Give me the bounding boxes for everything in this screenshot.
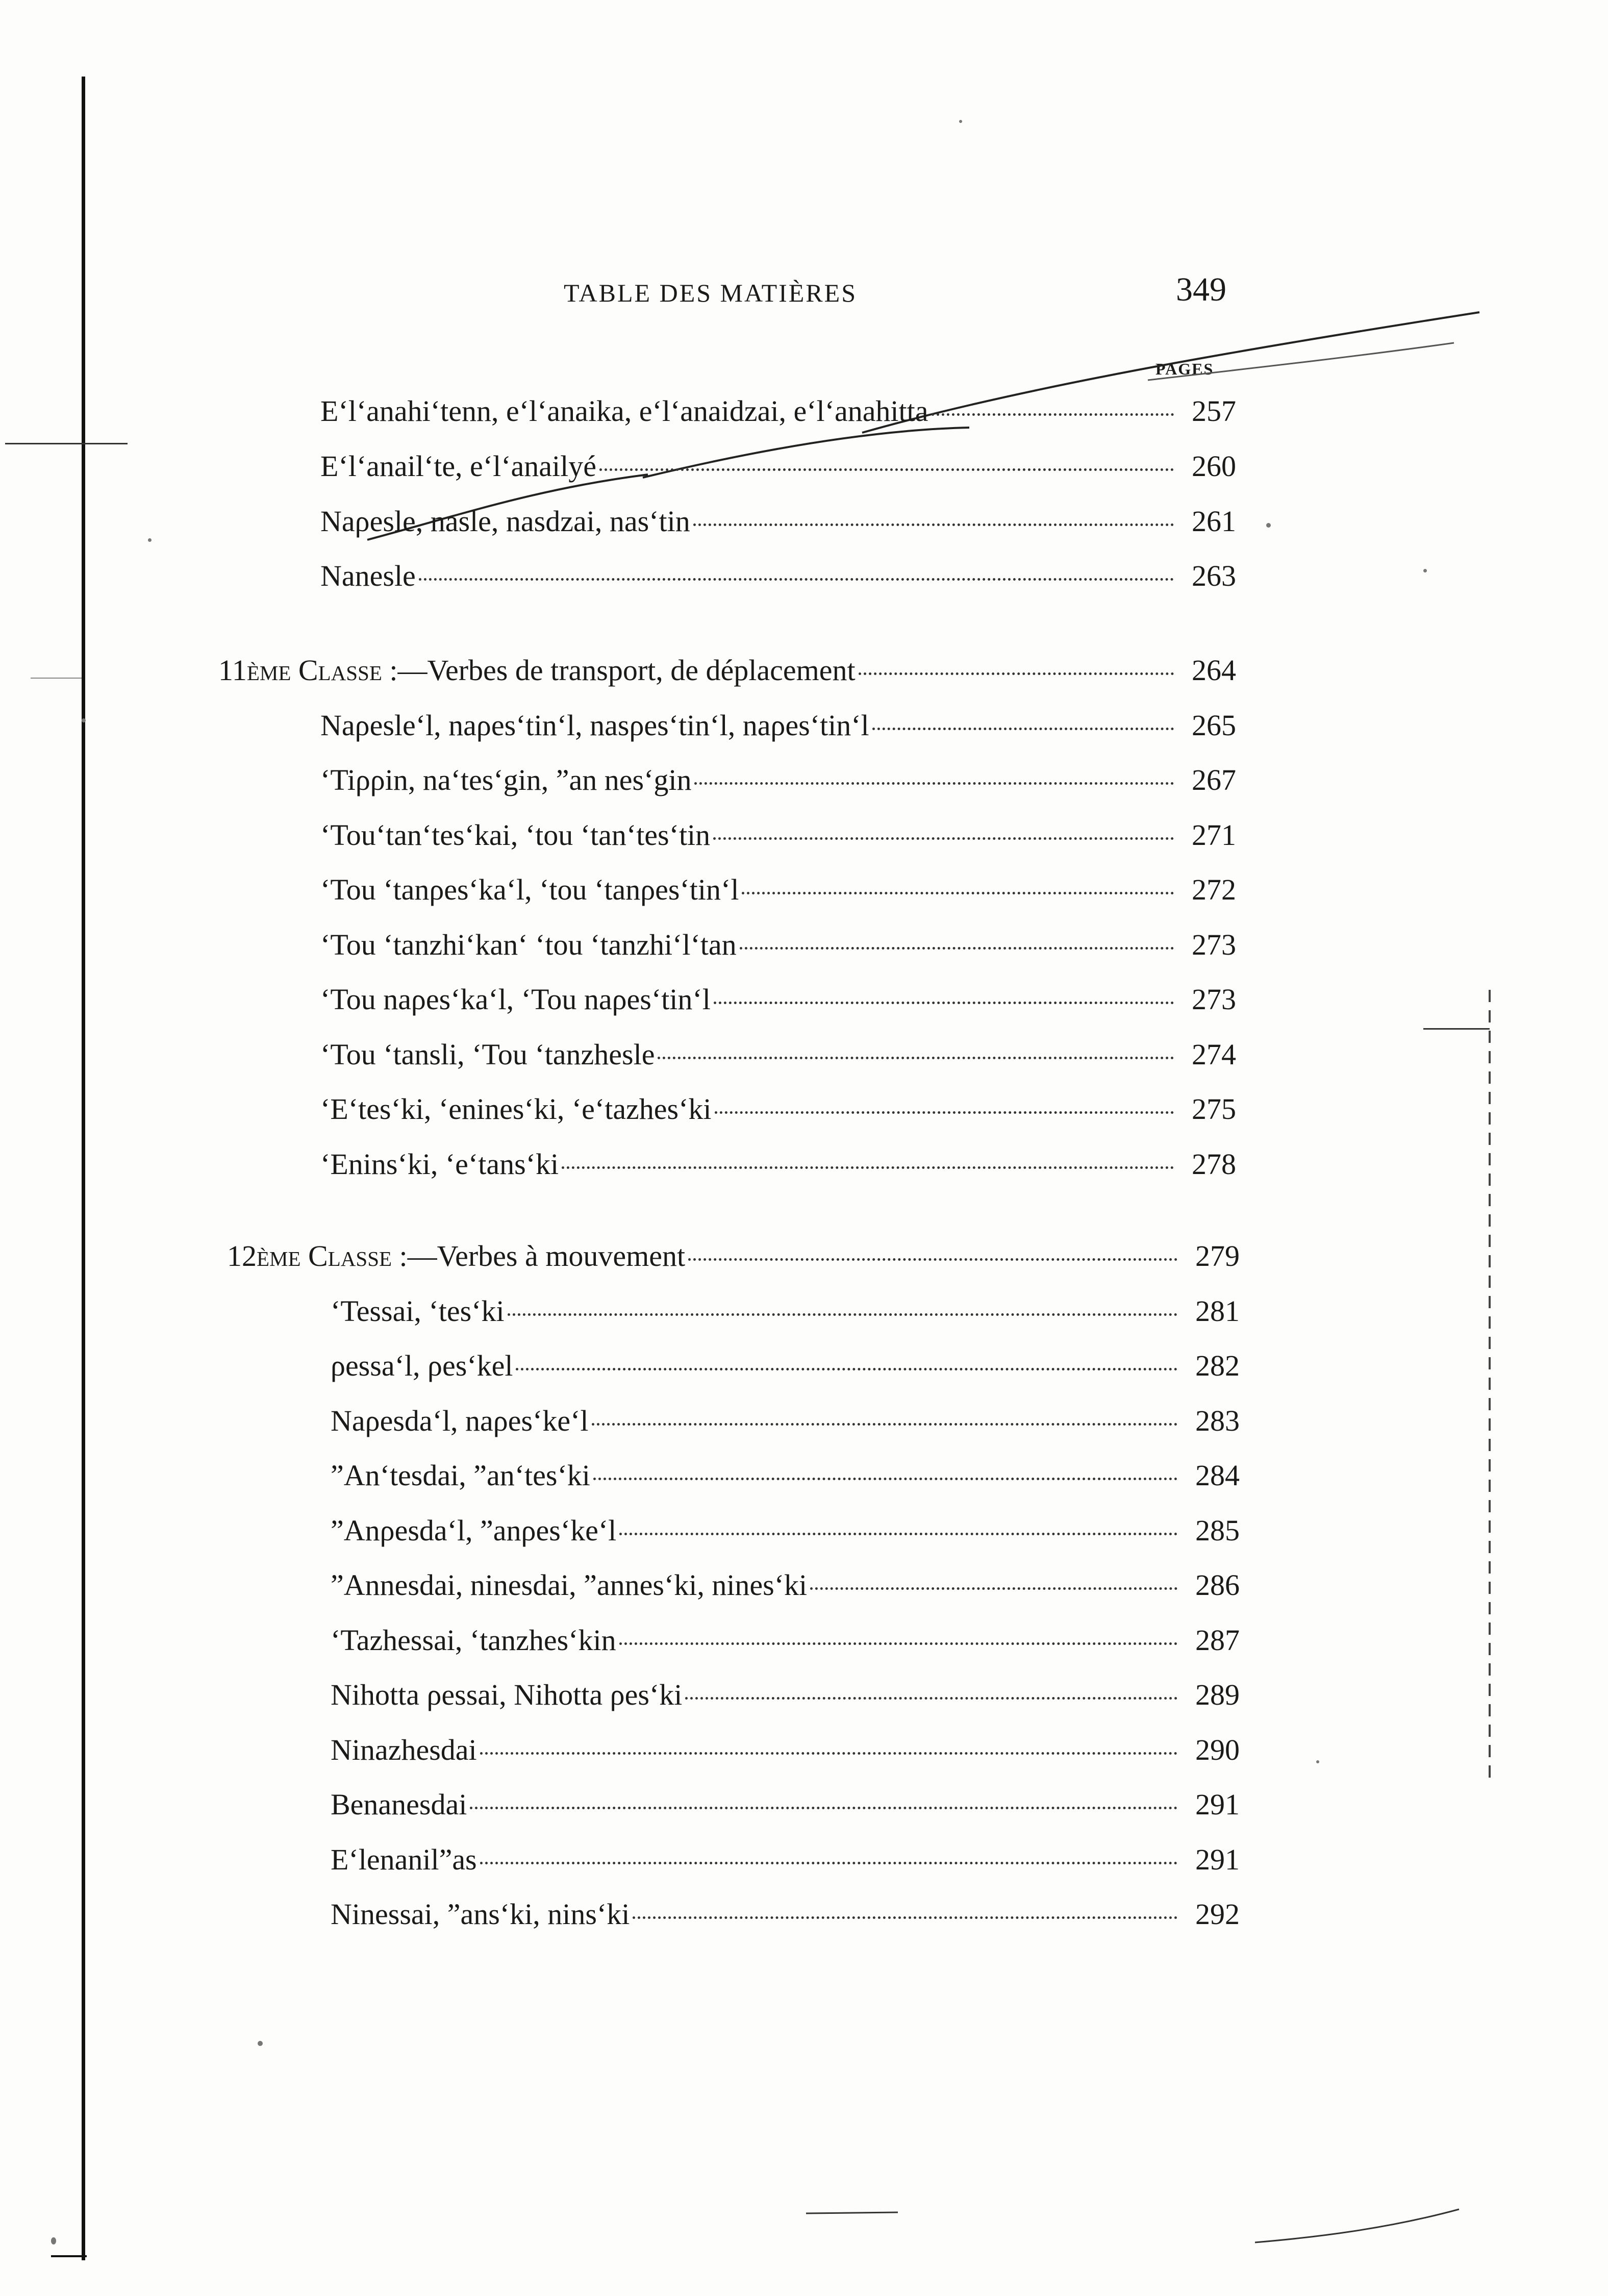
toc-entry	[320, 818, 1236, 859]
entry-title: ‘Tou naρes‘ka‘l, ‘Tou naρes‘tin‘l	[320, 983, 711, 1016]
class-heading-text: 11ème Classe :—Verbes de transport, de déplacement	[218, 654, 856, 687]
dot-leader	[592, 1423, 1177, 1426]
entry-page: 289	[1195, 1678, 1240, 1711]
toc-entry	[331, 1404, 1240, 1444]
entry-page: 273	[1192, 983, 1236, 1016]
toc-entry	[331, 1568, 1240, 1609]
entry-page: 261	[1192, 505, 1236, 538]
scan-speck	[82, 718, 86, 722]
dot-leader	[742, 892, 1174, 894]
toc-entry	[320, 559, 1236, 600]
entry-title: ‘Tessai, ‘tes‘ki	[331, 1294, 505, 1328]
entry-page: 284	[1195, 1459, 1240, 1492]
class-heading-text: 12ème Classe :—Verbes à mouvement	[227, 1239, 686, 1272]
toc-entry	[320, 763, 1236, 804]
dot-leader	[619, 1533, 1177, 1535]
toc-entry	[320, 394, 1236, 435]
entry-page: 282	[1195, 1349, 1240, 1382]
entry-title: ‘Tou ‘tansli, ‘Tou ‘tanzhesle	[320, 1038, 655, 1071]
entry-page: 274	[1192, 1038, 1236, 1071]
dot-leader	[715, 1111, 1174, 1114]
entry-page: 271	[1192, 818, 1236, 852]
entry-title: ‘Tazhessai, ‘tanzhes‘kin	[331, 1624, 616, 1657]
dot-leader	[562, 1166, 1174, 1169]
entry-title: ”Anρesda‘l, ”anρes‘ke‘l	[331, 1514, 617, 1547]
entry-title: Benanesdai	[331, 1788, 467, 1821]
dot-leader	[419, 578, 1174, 581]
class-heading	[218, 653, 1236, 694]
entry-title: Naρesda‘l, naρes‘ke‘l	[331, 1404, 589, 1437]
entry-title: ‘E‘tes‘ki, ‘enines‘ki, ‘e‘tazhes‘ki	[320, 1092, 712, 1126]
entry-title: Nihotta ρessai, Nihotta ρes‘ki	[331, 1678, 683, 1711]
running-header: TABLE DES MATIÈRES	[564, 279, 857, 307]
entry-title: E‘l‘anahi‘tenn, e‘l‘anaika, e‘l‘anaidzai, e‘l‘anahitta	[320, 394, 928, 428]
toc-entry	[331, 1733, 1240, 1774]
toc-entry	[320, 928, 1236, 968]
entry-page: 263	[1192, 559, 1236, 592]
entry-title: ‘Tou ‘tanρes‘ka‘l, ‘tou ‘tanρes‘tin‘l	[320, 873, 739, 906]
toc-entry	[320, 1092, 1236, 1133]
scan-speck	[959, 120, 962, 123]
class-heading	[227, 1239, 1240, 1280]
toc-entry	[320, 1037, 1236, 1078]
entry-title: E‘l‘anail‘te, e‘l‘anailyé	[320, 450, 597, 483]
toc-entry	[331, 1842, 1240, 1883]
dot-leader	[480, 1862, 1177, 1864]
entry-page: 291	[1195, 1843, 1240, 1876]
dot-leader	[593, 1478, 1177, 1480]
entry-title: ”An‘tesdai, ”an‘tes‘ki	[331, 1459, 590, 1492]
entry-page: 272	[1192, 873, 1236, 906]
scan-speck	[1316, 1760, 1319, 1763]
dot-leader	[508, 1313, 1177, 1316]
dot-leader	[470, 1807, 1177, 1809]
toc-entry	[331, 1787, 1240, 1828]
entry-title: ‘Tiρρin, na‘tes‘gin, ”an nes‘gin	[320, 763, 692, 796]
pages-column-label: PAGES	[1155, 360, 1214, 378]
toc-entry	[331, 1458, 1240, 1499]
dot-leader	[859, 672, 1174, 675]
toc-entry	[331, 1623, 1240, 1664]
dot-leader	[685, 1697, 1177, 1700]
dot-leader	[688, 1258, 1177, 1261]
scan-speck	[258, 2041, 263, 2046]
entry-title: ‘Tou ‘tanzhi‘kan‘ ‘tou ‘tanzhi‘l‘tan	[320, 928, 737, 961]
entry-page: 265	[1192, 709, 1236, 742]
toc-entry	[320, 708, 1236, 749]
dot-leader	[619, 1642, 1177, 1645]
toc-entry	[320, 1147, 1236, 1188]
entry-page: 291	[1195, 1788, 1240, 1821]
entry-page: 260	[1192, 450, 1236, 483]
dot-leader	[694, 782, 1174, 785]
entry-title: ρessa‘l, ρes‘kel	[331, 1349, 513, 1382]
entry-page: 281	[1195, 1294, 1240, 1328]
toc-entry	[331, 1678, 1240, 1718]
dot-leader	[714, 1002, 1174, 1004]
dot-leader	[810, 1587, 1177, 1590]
dot-leader	[740, 947, 1174, 950]
dot-leader	[658, 1057, 1174, 1059]
entry-page: 283	[1195, 1404, 1240, 1437]
dot-leader	[599, 468, 1174, 471]
entry-title: Ninessai, ”ans‘ki, nins‘ki	[331, 1898, 630, 1931]
toc-entry	[320, 982, 1236, 1023]
entry-page: 286	[1195, 1568, 1240, 1602]
dot-leader	[633, 1916, 1177, 1919]
entry-page: 290	[1195, 1733, 1240, 1766]
toc-entry	[331, 1513, 1240, 1554]
entry-page: 267	[1192, 763, 1236, 796]
entry-title: ‘Tou‘tan‘tes‘kai, ‘tou ‘tan‘tes‘tin	[320, 818, 711, 852]
toc-entry	[320, 504, 1236, 545]
scan-speck	[148, 538, 152, 542]
dot-leader	[872, 728, 1174, 730]
scan-speck	[1266, 523, 1271, 528]
entry-page: 285	[1195, 1514, 1240, 1547]
entry-title: E‘lenanil”as	[331, 1843, 477, 1876]
entry-page: 273	[1192, 928, 1236, 961]
toc-entry	[320, 449, 1236, 490]
entry-title: Naρesle, nasle, nasdzai, nas‘tin	[320, 505, 690, 538]
dot-leader	[932, 413, 1174, 416]
toc-entry	[331, 1349, 1240, 1389]
entry-page: 275	[1192, 1092, 1236, 1126]
entry-title: Ninazhesdai	[331, 1733, 477, 1766]
toc-entry	[331, 1897, 1240, 1938]
entry-page: 264	[1192, 654, 1236, 687]
entry-page: 257	[1192, 394, 1236, 428]
entry-page: 287	[1195, 1624, 1240, 1657]
entry-title: Naρesle‘l, naρes‘tin‘l, nasρes‘tin‘l, naρes‘tin‘l	[320, 709, 869, 742]
entry-page: 279	[1195, 1239, 1240, 1272]
toc-entry	[331, 1294, 1240, 1335]
dot-leader	[713, 837, 1174, 840]
page-number: 349	[1176, 271, 1226, 308]
entry-title: ‘Enins‘ki, ‘e‘tans‘ki	[320, 1147, 559, 1181]
scan-speck	[1423, 569, 1427, 572]
entry-page: 292	[1195, 1898, 1240, 1931]
scan-speck	[51, 2237, 56, 2244]
entry-title: ”Annesdai, ninesdai, ”annes‘ki, nines‘ki	[331, 1568, 808, 1602]
entry-title: Nanesle	[320, 559, 416, 592]
entry-page: 278	[1192, 1147, 1236, 1181]
toc-entry	[320, 872, 1236, 913]
dot-leader	[480, 1752, 1177, 1755]
dot-leader	[516, 1368, 1177, 1370]
dot-leader	[693, 523, 1174, 526]
